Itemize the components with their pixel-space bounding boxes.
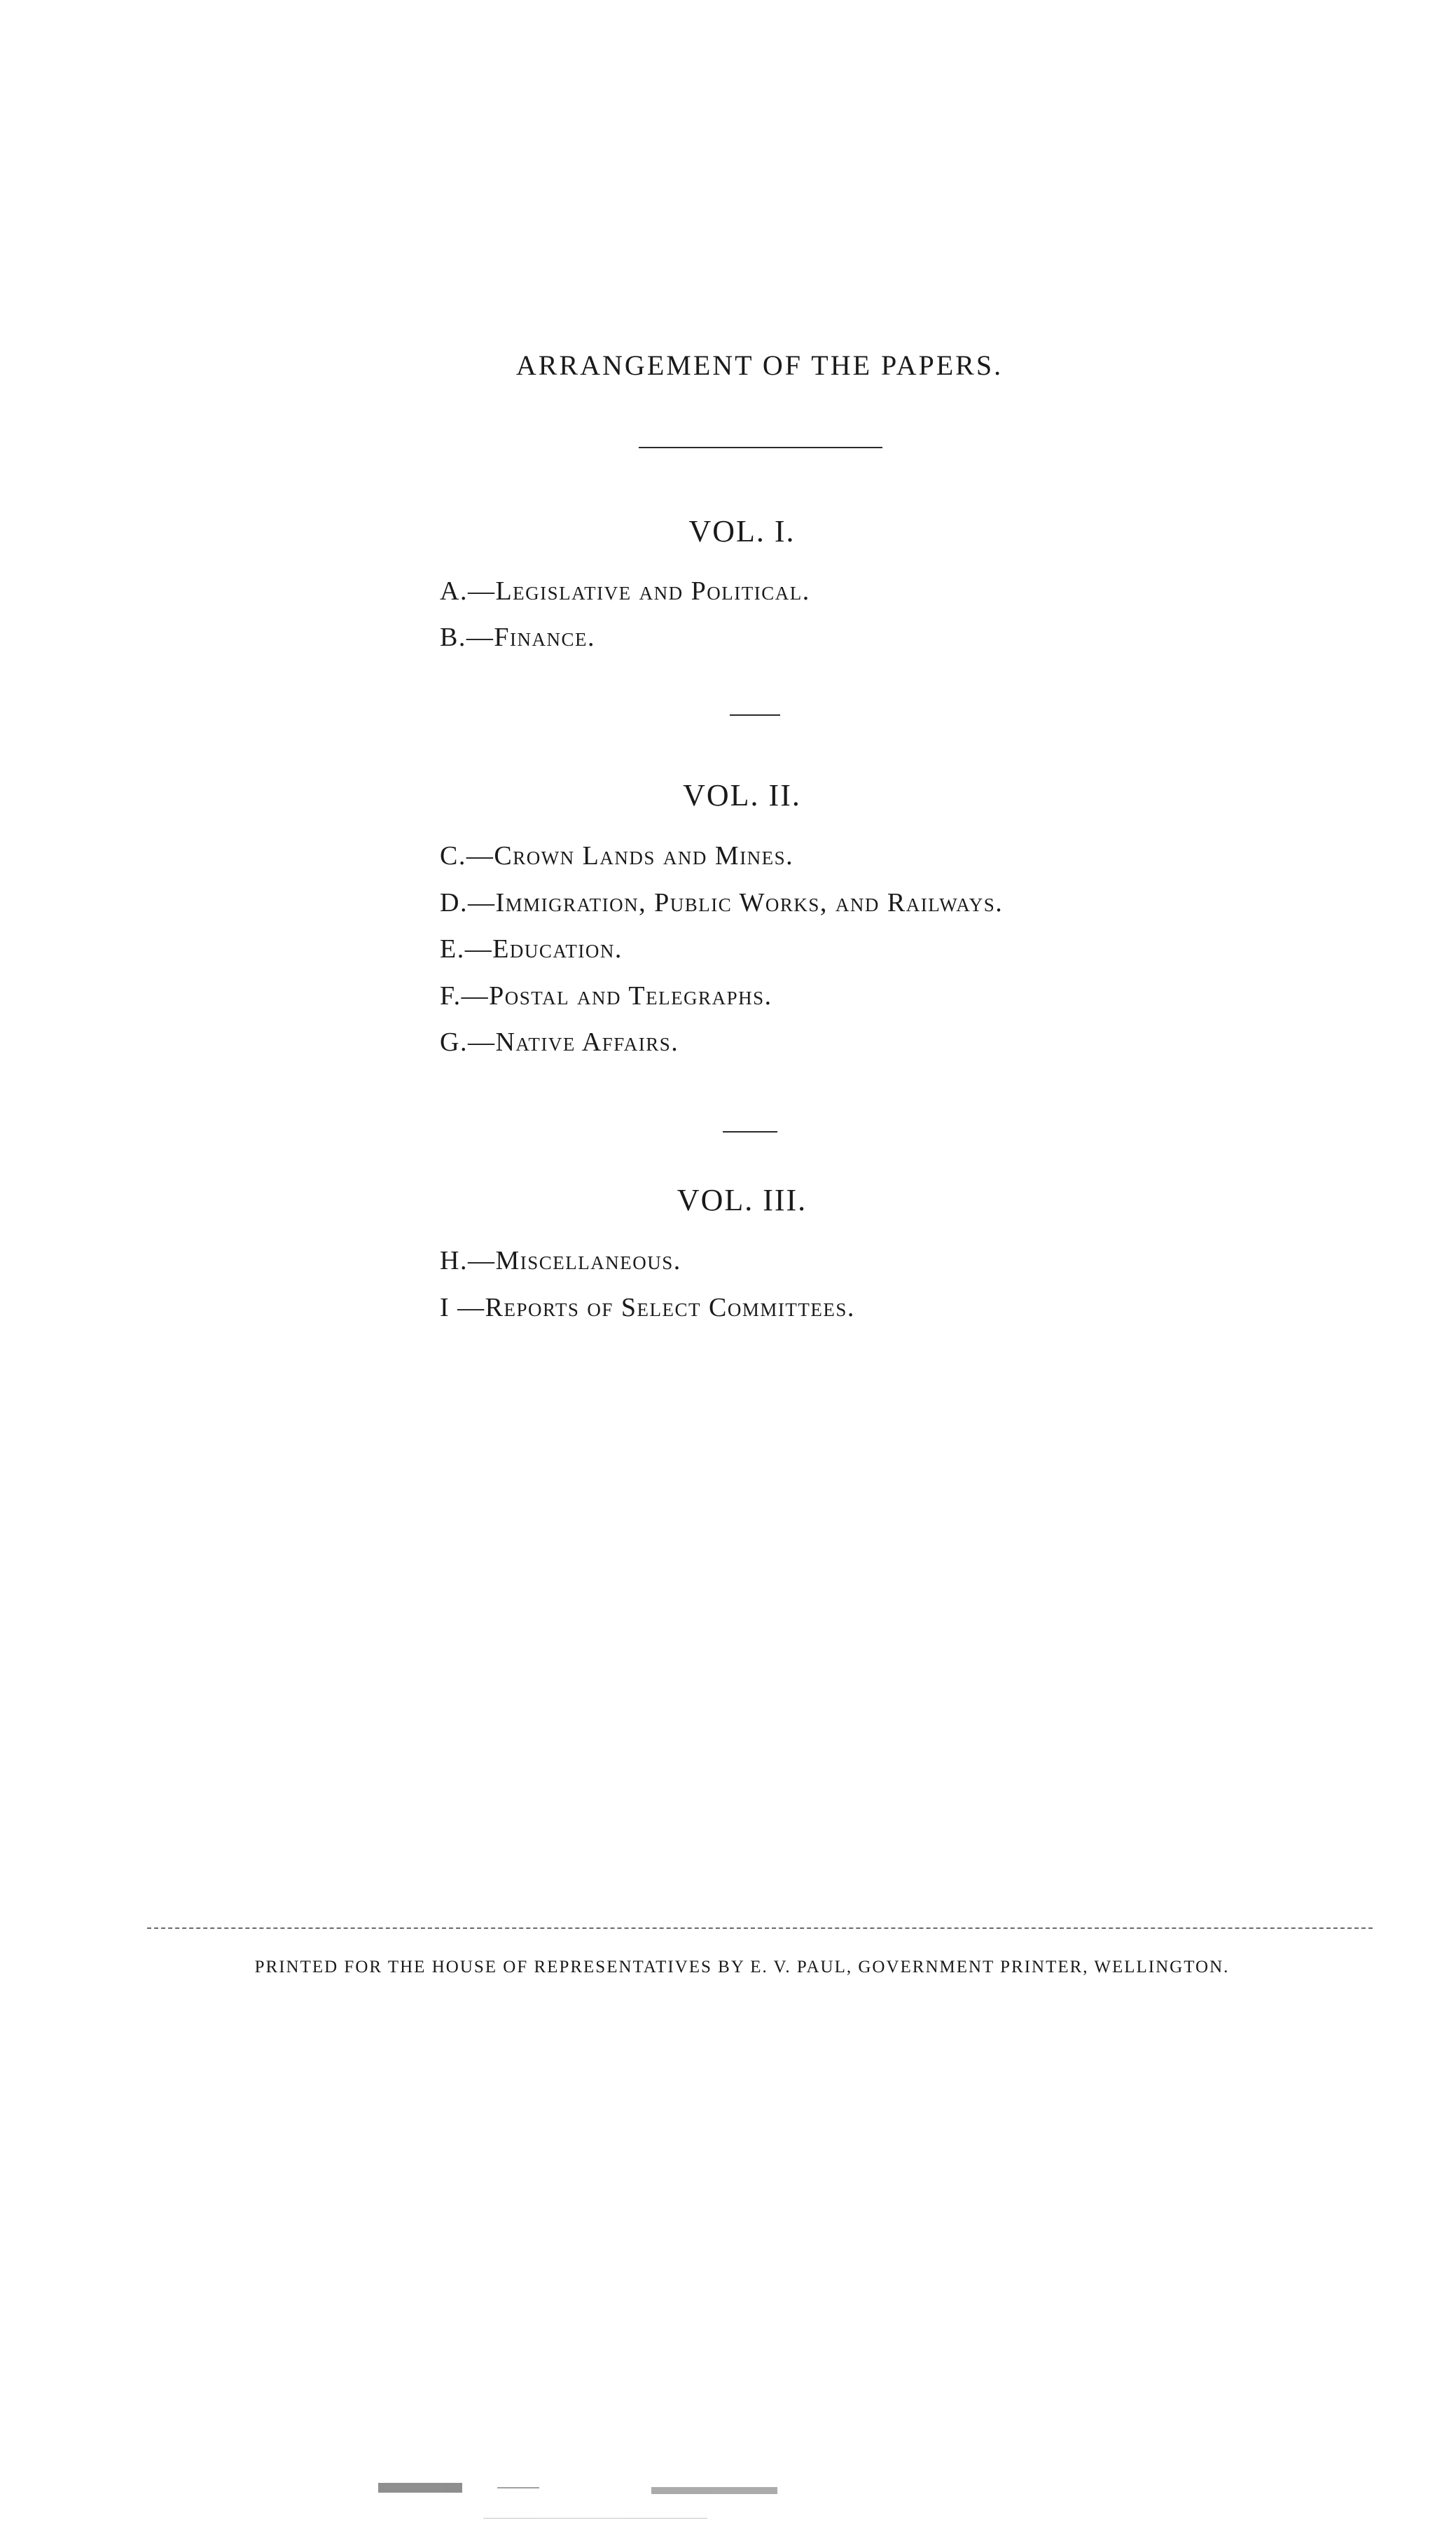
library-stamp xyxy=(378,2455,868,2539)
volume-3-entry: I —Reports of Select Committees. xyxy=(440,1293,855,1322)
volume-1-entry: B.—Finance. xyxy=(440,623,595,652)
volume-heading-1: VOL. I. xyxy=(688,514,796,548)
printer-imprint: PRINTED FOR THE HOUSE OF REPRESENTATIVES BY E. V. PAUL, GOVERNMENT PRINTER, WELLINGTON. xyxy=(254,1958,1230,1976)
volume-heading-3: VOL. III. xyxy=(677,1183,807,1217)
volume-1-entry: A.—Legislative and Political. xyxy=(440,576,810,606)
volume-2-entry: C.—Crown Lands and Mines. xyxy=(440,841,794,871)
footer-rule xyxy=(147,1927,1373,1929)
page-title: ARRANGEMENT OF THE PAPERS. xyxy=(515,349,1004,381)
volume-separator xyxy=(723,1131,777,1133)
title-rule xyxy=(639,447,882,448)
volume-2-entry: E.—Education. xyxy=(440,934,623,964)
volume-2-entry: G.—Native Affairs. xyxy=(440,1027,679,1057)
volume-separator xyxy=(730,714,780,716)
volume-2-entry: D.—Immigration, Public Works, and Railways. xyxy=(440,888,1004,918)
volume-heading-2: VOL. II. xyxy=(683,778,801,812)
volume-2-entry: F.—Postal and Telegraphs. xyxy=(440,981,772,1011)
volume-3-entry: H.—Miscellaneous. xyxy=(440,1246,681,1275)
